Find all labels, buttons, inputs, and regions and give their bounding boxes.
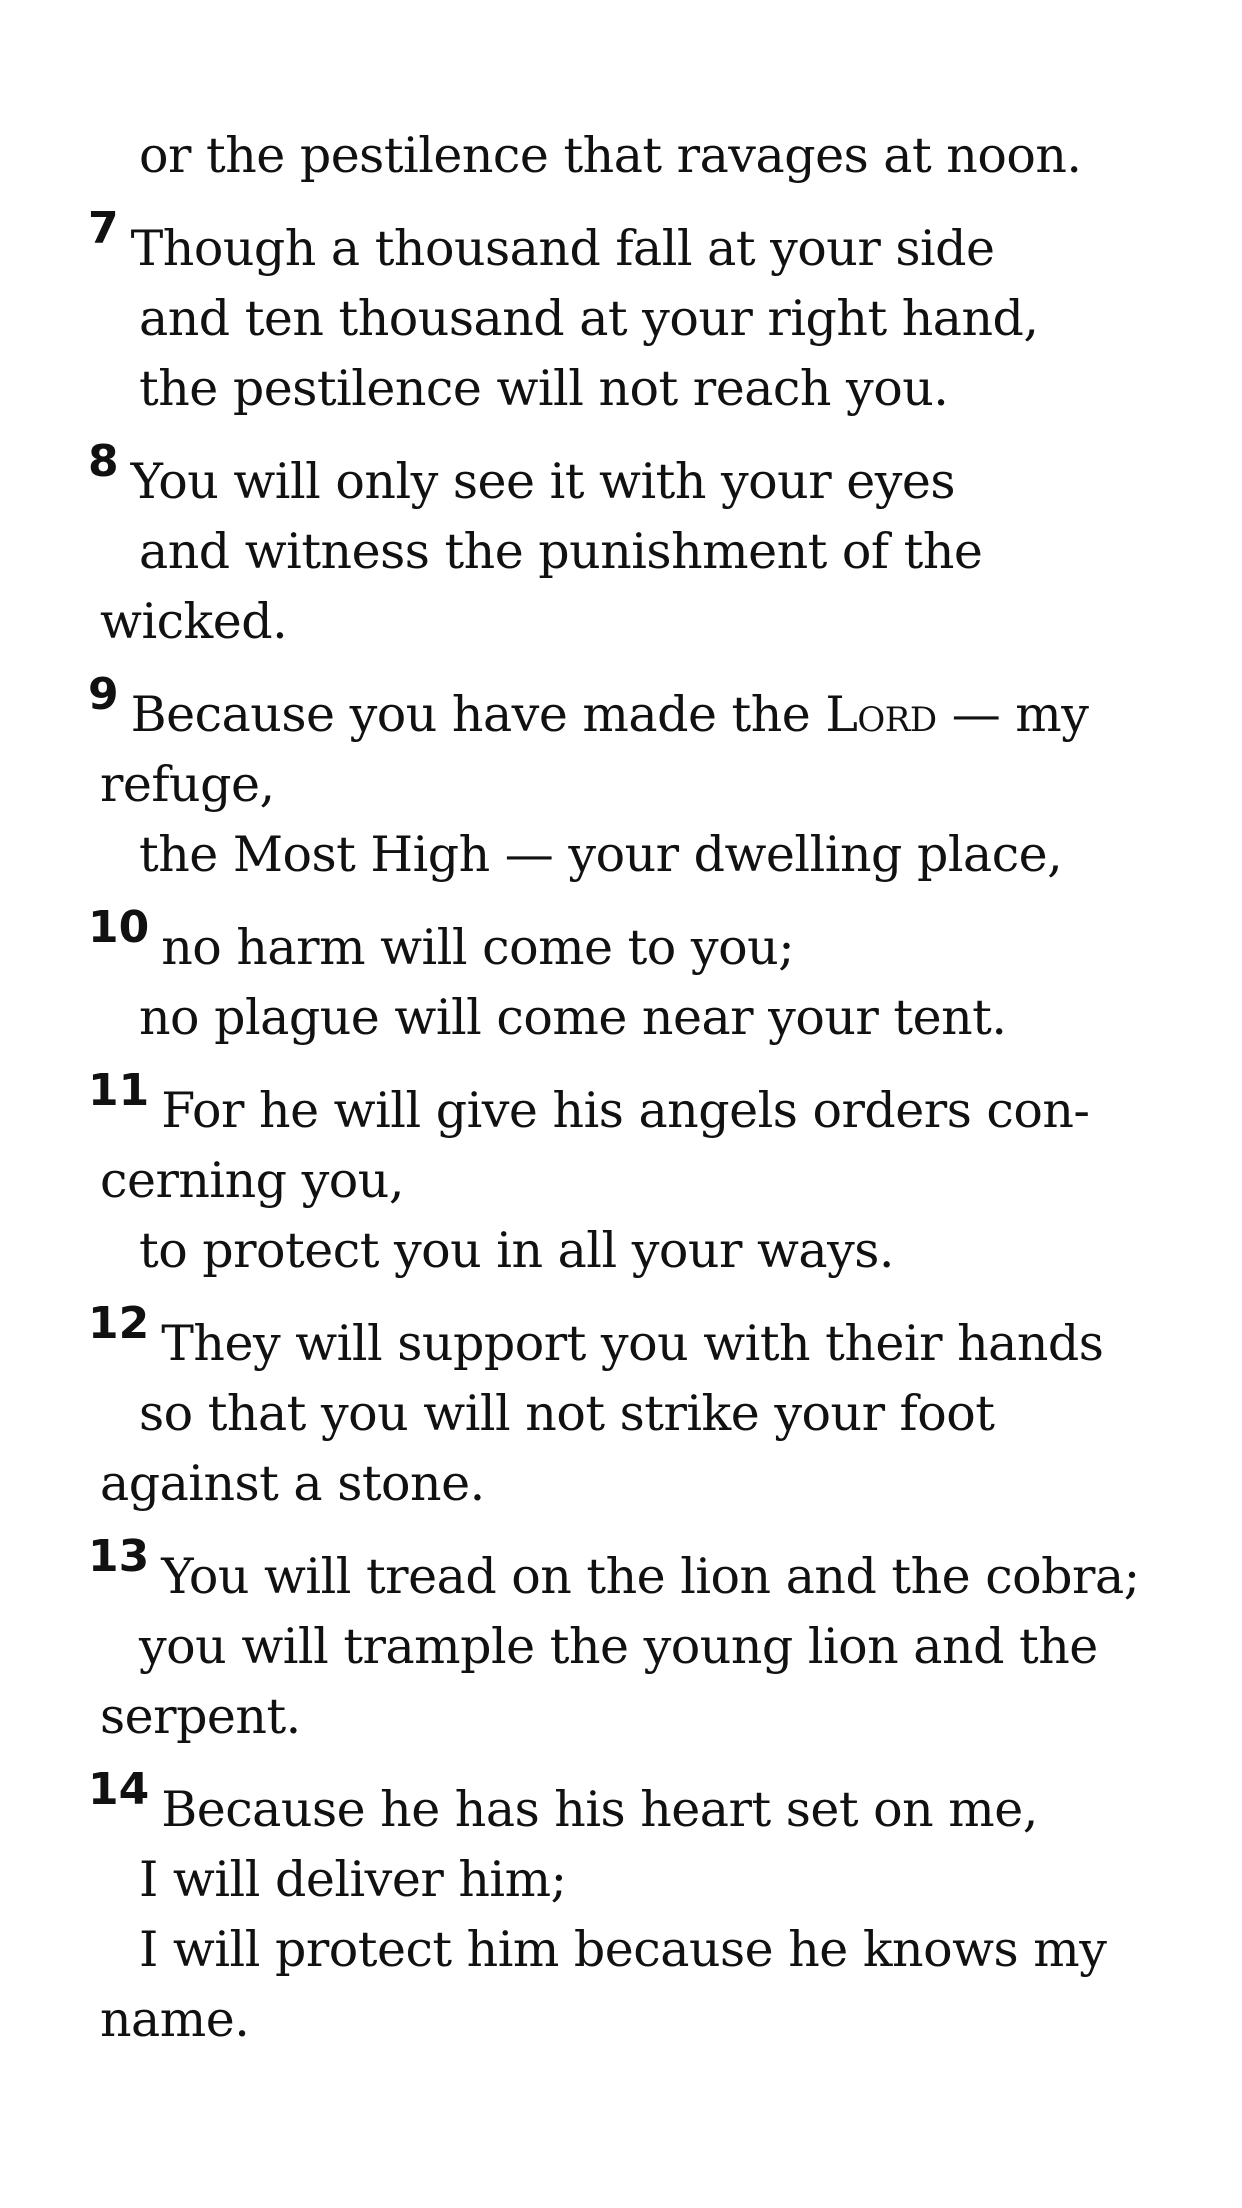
- verse-text: Because you have made the: [130, 686, 826, 743]
- verse-text: no harm will come to you;: [161, 919, 795, 976]
- verse-text: no plague will come near your tent.: [139, 989, 1007, 1046]
- verse-text: so that you will not strike your foot: [139, 1385, 995, 1442]
- verse-9-line-3: [139, 825, 1062, 885]
- verse-11-line-1: [88, 1065, 1090, 1143]
- verse-text: wicked.: [100, 593, 288, 650]
- verse-8-line-3: [100, 592, 287, 652]
- verse-8-line-2: [139, 522, 982, 582]
- verse-12-line-1: [88, 1298, 1104, 1376]
- verse-number: 8: [88, 436, 119, 487]
- verse-number: 14: [88, 1764, 150, 1815]
- verse-text: I will protect him because he knows my: [139, 1921, 1107, 1978]
- verse-text: or the pestilence that ravages at noon.: [139, 127, 1082, 184]
- verse-text: against a stone.: [100, 1455, 485, 1512]
- verse-13-line-2: [139, 1617, 1098, 1677]
- verse-text: and witness the punishment of the: [139, 523, 983, 580]
- verse-12-line-3: [100, 1454, 485, 1514]
- verse-text: They will support you with their hands: [161, 1315, 1104, 1372]
- verse-number: 9: [88, 669, 119, 720]
- verse-10-line-1: [88, 902, 795, 980]
- verse-12-line-2: [139, 1384, 994, 1444]
- verse-text: the pestilence will not reach you.: [139, 360, 949, 417]
- verse-9-line-2: [100, 755, 275, 815]
- verse-text: name.: [100, 1991, 250, 2048]
- verse-text: the Most High — your dwelling place,: [139, 826, 1063, 883]
- verse-9-line-1: [88, 669, 1089, 747]
- verse-text: refuge,: [100, 756, 275, 813]
- verse-text: cerning you,: [100, 1152, 404, 1209]
- verse-text: You will only see it with your eyes: [130, 453, 956, 510]
- verse-text: I will deliver him;: [139, 1851, 567, 1908]
- verse-8-line-1: [88, 436, 956, 514]
- verse-10-line-2: [139, 988, 1006, 1048]
- verse-text: Though a thousand fall at your side: [130, 220, 995, 277]
- verse-11-line-2: [100, 1151, 404, 1211]
- verse-text: to protect you in all your ways.: [139, 1222, 895, 1279]
- verse-14-line-3: [139, 1920, 1106, 1980]
- verse-14-line-4: [100, 1990, 249, 2050]
- verse-text: You will tread on the lion and the cobra;: [161, 1548, 1140, 1605]
- verse-13-line-1: [88, 1531, 1140, 1609]
- verse-text: Because he has his heart set on me,: [161, 1781, 1038, 1838]
- verse-7-line-3: [139, 359, 948, 419]
- verse-text: and ten thousand at your right hand,: [139, 290, 1039, 347]
- verse-number: 11: [88, 1065, 150, 1116]
- verse-14-line-2: [139, 1850, 567, 1910]
- verse-14-line-1: [88, 1764, 1038, 1842]
- verse-13-line-3: [100, 1687, 301, 1747]
- verse-number: 12: [88, 1298, 150, 1349]
- verse-number: 7: [88, 203, 119, 254]
- verse-7-line-1: [88, 203, 995, 281]
- divine-name: Lord: [825, 686, 937, 743]
- verse-number: 10: [88, 902, 150, 953]
- verse-text: — my: [936, 686, 1089, 743]
- verse-11-line-3: [139, 1221, 894, 1281]
- verse-6-line-3: [139, 126, 1081, 186]
- verse-text: serpent.: [100, 1688, 301, 1745]
- verse-text: you will trample the young lion and the: [139, 1618, 1098, 1675]
- verse-number: 13: [88, 1531, 150, 1582]
- verse-text: For he will give his angels orders con-: [161, 1082, 1090, 1139]
- verse-7-line-2: [139, 289, 1038, 349]
